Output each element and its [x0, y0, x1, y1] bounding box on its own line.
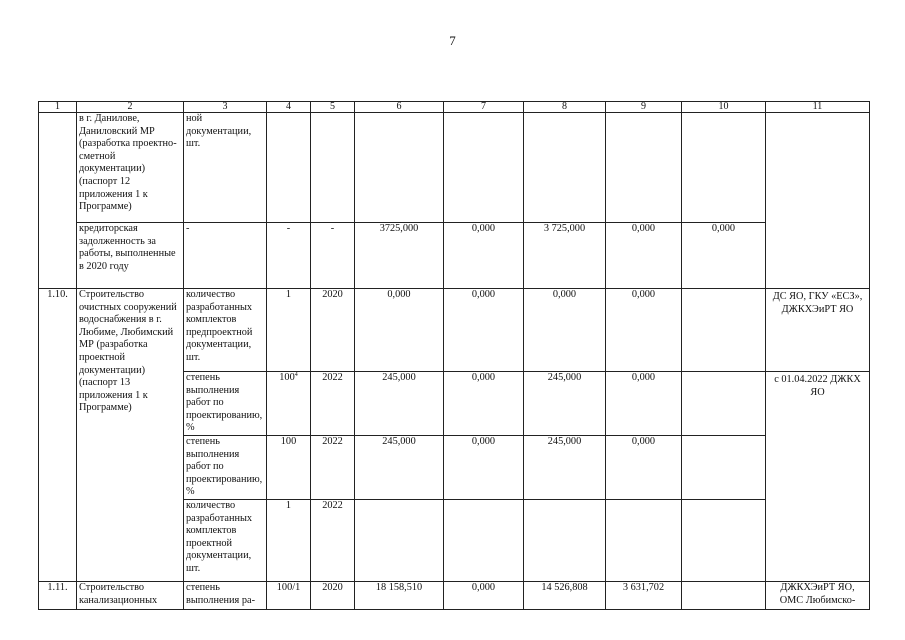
cell-value: - — [267, 223, 311, 289]
cell-amount: 245,000 — [355, 435, 444, 499]
cell-executor: с 01.04.2022 ДЖКХ ЯО — [766, 372, 870, 582]
cell — [524, 113, 606, 223]
cell-value: 1 — [267, 499, 311, 581]
cell-indicator: - — [184, 223, 267, 289]
cell-amount: 18 158,510 — [355, 581, 444, 609]
footnote-mark: 4 — [294, 372, 298, 378]
cell-amount: 0,000 — [444, 372, 524, 436]
cell — [682, 581, 766, 609]
cell-amount: 0,000 — [444, 581, 524, 609]
value-text: 100 — [279, 372, 295, 383]
cell-amount: 0,000 — [524, 289, 606, 372]
cell-amount: 14 526,808 — [524, 581, 606, 609]
cell-executor — [766, 113, 870, 289]
column-header: 9 — [606, 102, 682, 113]
cell — [682, 372, 766, 436]
column-header: 4 — [267, 102, 311, 113]
cell-indicator: степень выполнения работ по проектированию, % — [184, 372, 267, 436]
cell-value: 100/1 — [267, 581, 311, 609]
cell — [355, 113, 444, 223]
cell-amount: 0,000 — [606, 372, 682, 436]
column-number-row — [39, 102, 870, 113]
cell-year: 2022 — [311, 499, 355, 581]
cell-indicator: количество разработанных комплектов проектной документации, шт. — [184, 499, 267, 581]
cell-amount: 245,000 — [524, 372, 606, 436]
cell — [682, 499, 766, 581]
cell-year: 2020 — [311, 289, 355, 372]
cell-event-name: кредиторская задолженность за работы, выполненные в 2020 году — [77, 223, 184, 289]
cell — [444, 113, 524, 223]
cell-amount: 0,000 — [355, 289, 444, 372]
cell-event-name: в г. Данилове, Даниловский МР (разработка проектно-сметной документации) (паспорт 12 приложения 1 к Программе) — [77, 113, 184, 223]
cell-event-name: Строительство канализационных — [77, 581, 184, 609]
cell-indicator: ной документации, шт. — [184, 113, 267, 223]
table-row — [39, 113, 870, 223]
program-table — [38, 101, 870, 610]
cell-amount: 0,000 — [444, 435, 524, 499]
column-header: 5 — [311, 102, 355, 113]
column-header: 2 — [77, 102, 184, 113]
column-header: 1 — [39, 102, 77, 113]
cell-amount: 0,000 — [682, 223, 766, 289]
cell — [267, 113, 311, 223]
cell — [444, 499, 524, 581]
cell-amount: 3725,000 — [355, 223, 444, 289]
cell-number: 1.10. — [39, 289, 77, 582]
cell-event-name: Строительство очистных сооружений водоснабжения в г. Любиме, Любимский МР (разработка проектной документации) (паспорт 13 приложения 1 к Программе) — [77, 289, 184, 582]
table-row — [39, 581, 870, 609]
column-header: 3 — [184, 102, 267, 113]
cell-amount: 3 631,702 — [606, 581, 682, 609]
cell-indicator: степень выполнения ра- — [184, 581, 267, 609]
cell-amount: 0,000 — [606, 289, 682, 372]
column-header: 11 — [766, 102, 870, 113]
cell-indicator: степень выполнения работ по проектированию, % — [184, 435, 267, 499]
cell — [311, 113, 355, 223]
cell-amount: 0,000 — [444, 223, 524, 289]
cell — [355, 499, 444, 581]
column-header: 8 — [524, 102, 606, 113]
cell-amount: 245,000 — [524, 435, 606, 499]
cell-executor: ДЖКХЭиРТ ЯО, ОМС Любимско- — [766, 581, 870, 609]
cell — [606, 499, 682, 581]
cell-amount: 0,000 — [606, 435, 682, 499]
cell-number: 1.11. — [39, 581, 77, 609]
cell-year: 2022 — [311, 435, 355, 499]
cell-number — [39, 113, 77, 289]
cell-executor: ДС ЯО, ГКУ «ЕСЗ», ДЖКХЭиРТ ЯО — [766, 289, 870, 372]
cell-value: 100 — [267, 435, 311, 499]
cell — [606, 113, 682, 223]
column-header: 6 — [355, 102, 444, 113]
cell-value: 1 — [267, 289, 311, 372]
cell-amount: 3 725,000 — [524, 223, 606, 289]
cell-year: 2020 — [311, 581, 355, 609]
cell-year: - — [311, 223, 355, 289]
cell — [682, 289, 766, 372]
cell-amount: 0,000 — [606, 223, 682, 289]
cell-value — [267, 372, 311, 436]
cell-amount: 0,000 — [444, 289, 524, 372]
page-number: 7 — [449, 33, 456, 48]
cell — [524, 499, 606, 581]
cell-indicator: количество разработанных комплектов предпроектной документации, шт. — [184, 289, 267, 372]
table-row — [39, 289, 870, 372]
cell-amount: 245,000 — [355, 372, 444, 436]
cell-year: 2022 — [311, 372, 355, 436]
table-row — [39, 223, 870, 289]
column-header: 7 — [444, 102, 524, 113]
cell — [682, 113, 766, 223]
column-header: 10 — [682, 102, 766, 113]
cell — [682, 435, 766, 499]
